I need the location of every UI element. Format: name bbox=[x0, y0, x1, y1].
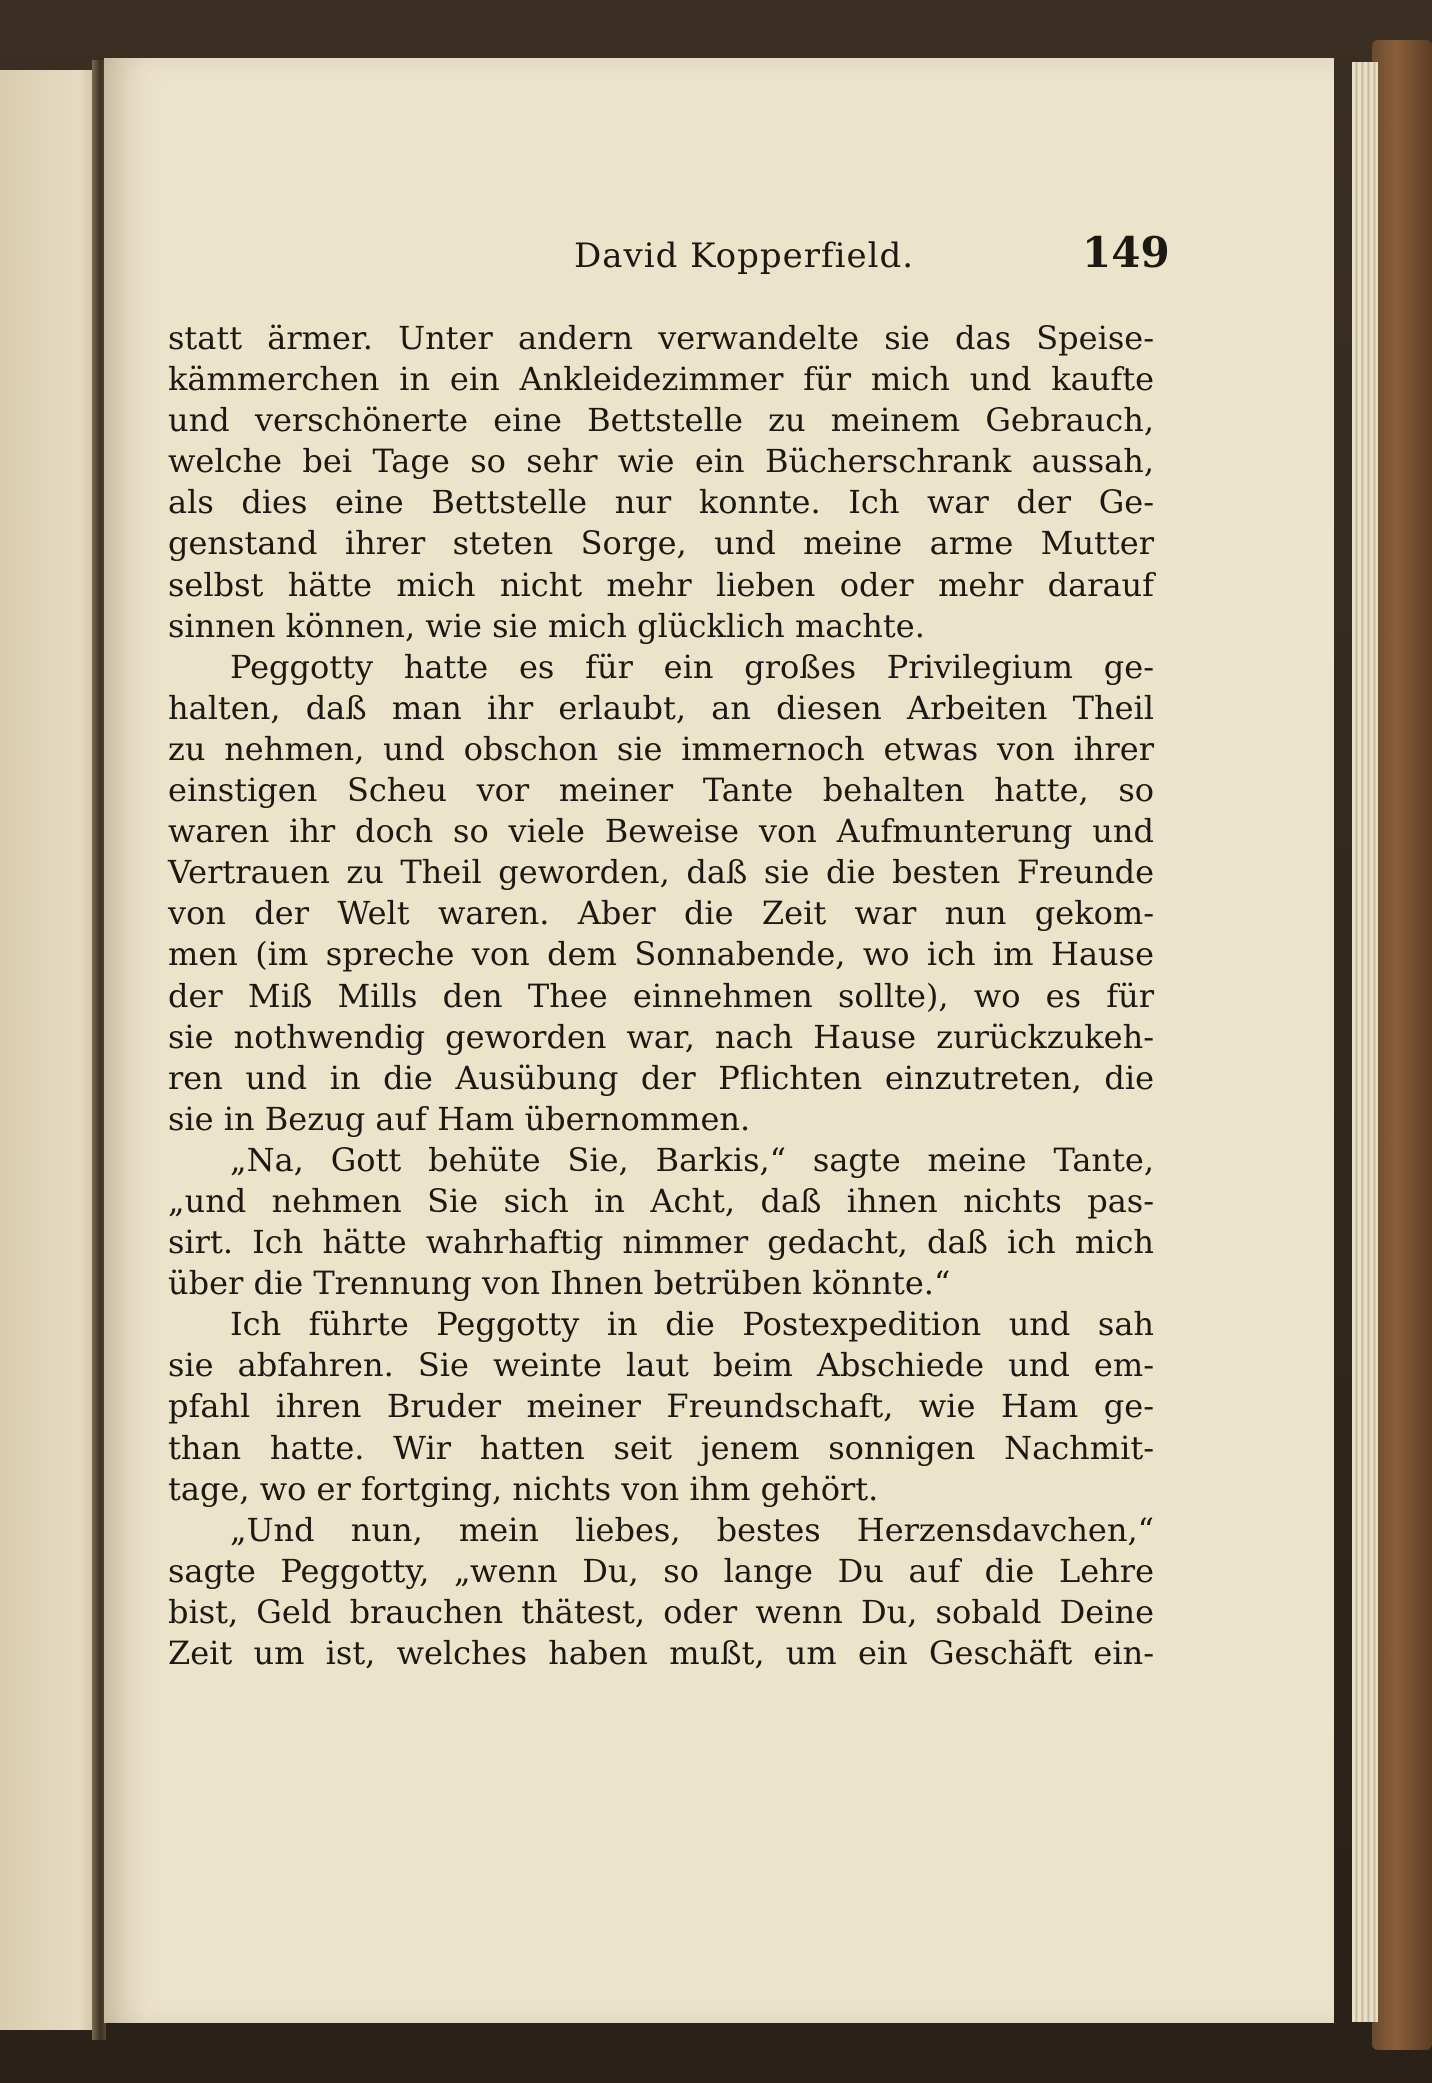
text-line: „und nehmen Sie sich in Acht, daß ihnen nichts pas- bbox=[168, 1181, 1154, 1220]
text-line: Zeit um ist, welches haben mußt, um ein Geschäft ein- bbox=[168, 1634, 1154, 1672]
text-line: than hatte. Wir hatten seit jenem sonnigen Nachmit- bbox=[168, 1428, 1154, 1467]
text-line: welche bei Tage so sehr wie ein Bücherschrank aussah, bbox=[168, 442, 1154, 481]
text-line: tage, wo er fortging, nichts von ihm gehört. bbox=[168, 1469, 879, 1508]
text-line: kämmerchen in ein Ankleidezimmer für mich und kaufte bbox=[168, 360, 1154, 399]
text-line: sagte Peggotty, „wenn Du, so lange Du auf die Lehre bbox=[168, 1551, 1154, 1590]
text-line: men (im spreche von dem Sonnabende, wo ich im Hause bbox=[168, 935, 1154, 974]
text-line: pfahl ihren Bruder meiner Freundschaft, wie Ham ge- bbox=[168, 1387, 1154, 1426]
text-line: bist, Geld brauchen thätest, oder wenn Du, sobald Deine bbox=[168, 1592, 1154, 1631]
text-line: Peggotty hatte es für ein großes Privilegium ge- bbox=[230, 647, 1154, 686]
text-line: halten, daß man ihr erlaubt, an diesen Arbeiten Theil bbox=[168, 688, 1154, 727]
body-text bbox=[168, 318, 1154, 1674]
text-line: waren ihr doch so viele Beweise von Aufmunterung und bbox=[168, 812, 1154, 851]
text-line: „Na, Gott behüte Sie, Barkis,“ sagte meine Tante, bbox=[230, 1140, 1154, 1179]
book-cover-edge bbox=[1372, 40, 1432, 2050]
text-line: zu nehmen, und obschon sie immernoch etwas von ihrer bbox=[168, 729, 1154, 768]
text-line: sie abfahren. Sie weinte laut beim Abschiede und em- bbox=[168, 1346, 1154, 1385]
text-line: Vertrauen zu Theil geworden, daß sie die besten Freunde bbox=[168, 853, 1154, 892]
text-line: selbst hätte mich nicht mehr lieben oder mehr darauf bbox=[168, 565, 1154, 604]
running-title: David Kopperfield. bbox=[574, 236, 915, 276]
text-line: sirt. Ich hätte wahrhaftig nimmer gedacht, daß ich mich bbox=[168, 1223, 1154, 1262]
text-line: ren und in die Ausübung der Pflichten einzutreten, die bbox=[168, 1058, 1154, 1097]
text-line: „Und nun, mein liebes, bestes Herzensdavchen,“ bbox=[230, 1510, 1154, 1549]
text-line: sinnen können, wie sie mich glücklich machte. bbox=[168, 606, 925, 645]
text-line: und verschönerte eine Bettstelle zu meinem Gebrauch, bbox=[168, 401, 1154, 440]
text-line: sie in Bezug auf Ham übernommen. bbox=[168, 1099, 751, 1138]
text-line: Ich führte Peggotty in die Postexpedition und sah bbox=[230, 1305, 1154, 1344]
text-line: statt ärmer. Unter andern verwandelte sie das Speise- bbox=[168, 319, 1154, 357]
text-line: genstand ihrer steten Sorge, und meine arme Mutter bbox=[168, 524, 1154, 563]
text-line: als dies eine Bettstelle nur konnte. Ich war der Ge- bbox=[168, 483, 1154, 522]
text-line: von der Welt waren. Aber die Zeit war nun gekom- bbox=[168, 894, 1154, 933]
text-line: über die Trennung von Ihnen betrüben könnte.“ bbox=[168, 1264, 951, 1303]
text-line: der Miß Mills den Thee einnehmen sollte), wo es für bbox=[168, 976, 1154, 1015]
page-stack-edge bbox=[1352, 62, 1378, 2022]
left-page-edge bbox=[0, 70, 100, 2030]
page-number: 149 bbox=[1082, 228, 1170, 277]
text-line: sie nothwendig geworden war, nach Hause zurückzukeh- bbox=[168, 1017, 1154, 1056]
text-line: einstigen Scheu vor meiner Tante behalten hatte, so bbox=[168, 771, 1154, 810]
page-header bbox=[104, 228, 1334, 288]
